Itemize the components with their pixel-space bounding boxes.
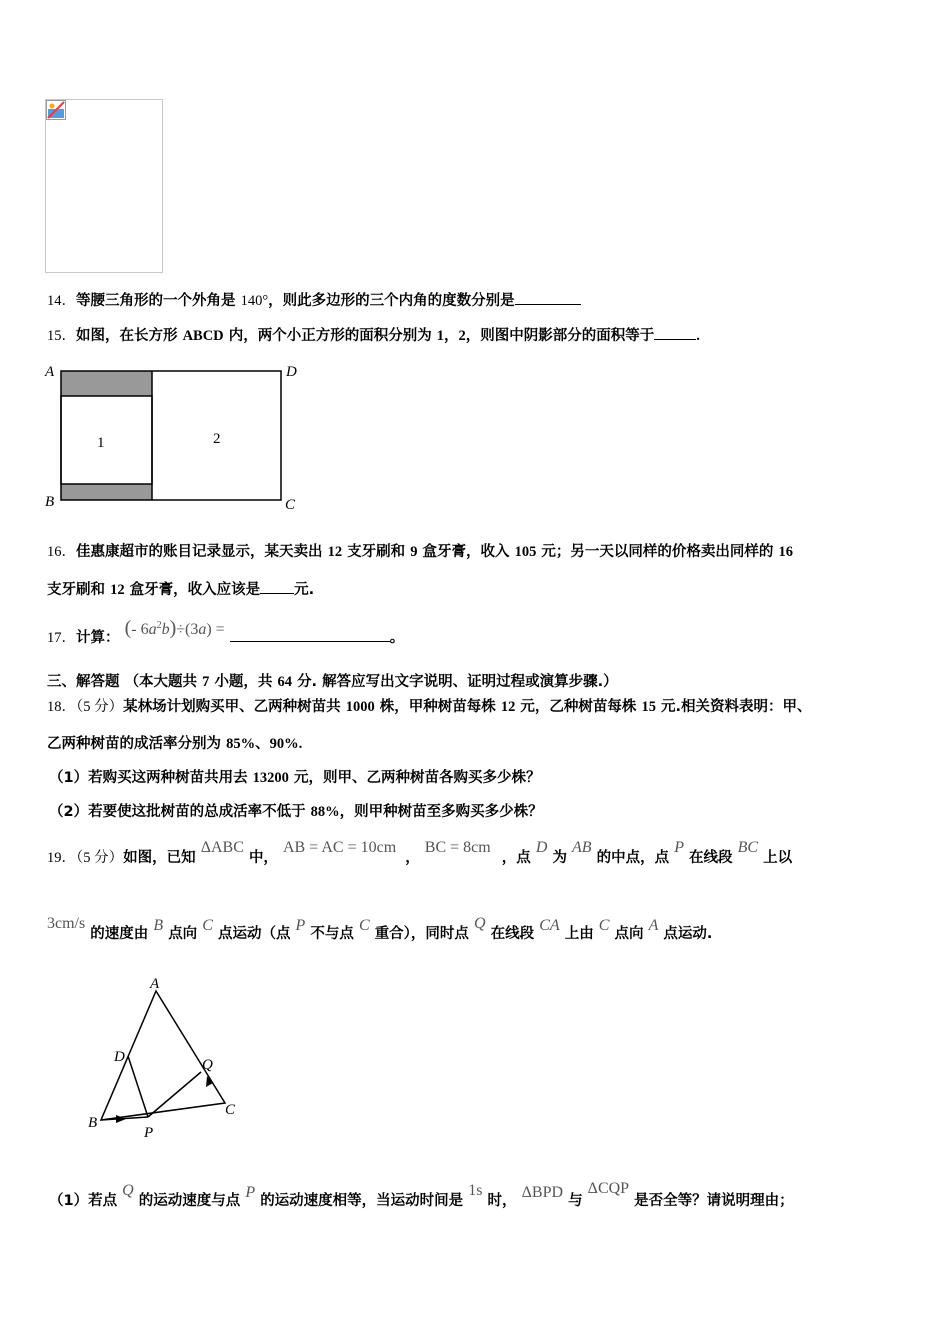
answer-blank[interactable] [260,579,294,594]
question-16-line-1: 16．佳惠康超市的账目记录显示，某天卖出 12 支牙刷和 9 盒牙膏，收入 105 元；另一天以同样的价格卖出同样的 16 [47,544,793,560]
label-square-2: 2 [213,431,221,447]
fig19-label-d: D [114,1049,125,1065]
shaded-strip-top [61,371,152,396]
label-b: B [45,494,55,510]
answer-blank[interactable] [515,290,581,305]
fig19-label-a: A [150,976,160,992]
fig19-label-q: Q [202,1057,213,1073]
question-19-line-1: 19．（5 分）如图，已知 ΔABC 中， AB = AC = 10cm ， BC = 8cm ，点 D 为 AB 的中点，点 P 在线段 BC 上以 [47,839,793,866]
broken-image-icon [46,100,66,120]
answer-blank[interactable] [230,627,390,642]
figure-rectangle-abcd [40,358,310,518]
question-19-line-2: 3cm/s 的速度由 B 点向 C 点运动（点 P 不与点 C 重合），同时点 Q 在线段 CA 上由 C 点向 A 点运动. [47,915,713,942]
broken-image-placeholder [45,99,163,273]
question-16-line-2: 支牙刷和 12 盒牙膏，收入应该是 元. [47,579,314,600]
question-15: 15．如图，在长方形 ABCD 内，两个小正方形的面积分别为 1，2，则图中阴影部分的面积等于 . [47,325,700,346]
question-18-part-1: （1）若购买这两种树苗共用去 13200 元，则甲、乙两种树苗各购买多少株？ [49,770,541,786]
square-1 [61,396,152,484]
question-18-part-2: （2）若要使这批树苗的总成活率不低于 88%，则甲种树苗至多购买多少株？ [49,804,543,820]
question-17: 17．计算： (- $6a^2b)\div(3a)$ = 。 [47,616,405,646]
fig19-label-p: P [144,1125,154,1141]
label-d: D [286,364,297,380]
label-a: A [45,364,55,380]
fig19-label-c: C [225,1102,236,1118]
question-19-part-1: （1）若点 Q 的运动速度与点 P 的运动速度相等，当运动时间是 1s 时， ΔBPD 与 ΔCQP 是否全等？请说明理由； [49,1180,794,1209]
label-c: C [285,497,296,513]
question-18-line-2: 乙两种树苗的成活率分别为 85%、90%. [47,736,303,752]
section-3-heading: 三、解答题 （本大题共 7 小题，共 64 分. 解答应写出文字说明、证明过程或演算步骤.） [47,674,618,690]
question-14: 14．等腰三角形的一个外角是 140°，则此多边形的三个内角的度数分别是 [47,290,581,311]
figure-triangle-abc [80,965,260,1145]
segment-dp [128,1056,148,1117]
expression: (- $6a^2b)\div(3a)$ = [124,616,225,639]
label-square-1: 1 [97,435,105,451]
question-18-line-1: 18．（5 分）某林场计划购买甲、乙两种树苗共 1000 株，甲种树苗每株 12 元，乙种树苗每株 15 元.相关资料表明：甲、 [47,699,812,715]
fig19-label-b: B [88,1115,98,1131]
shaded-strip-bottom [61,484,152,500]
answer-blank[interactable] [654,325,696,340]
